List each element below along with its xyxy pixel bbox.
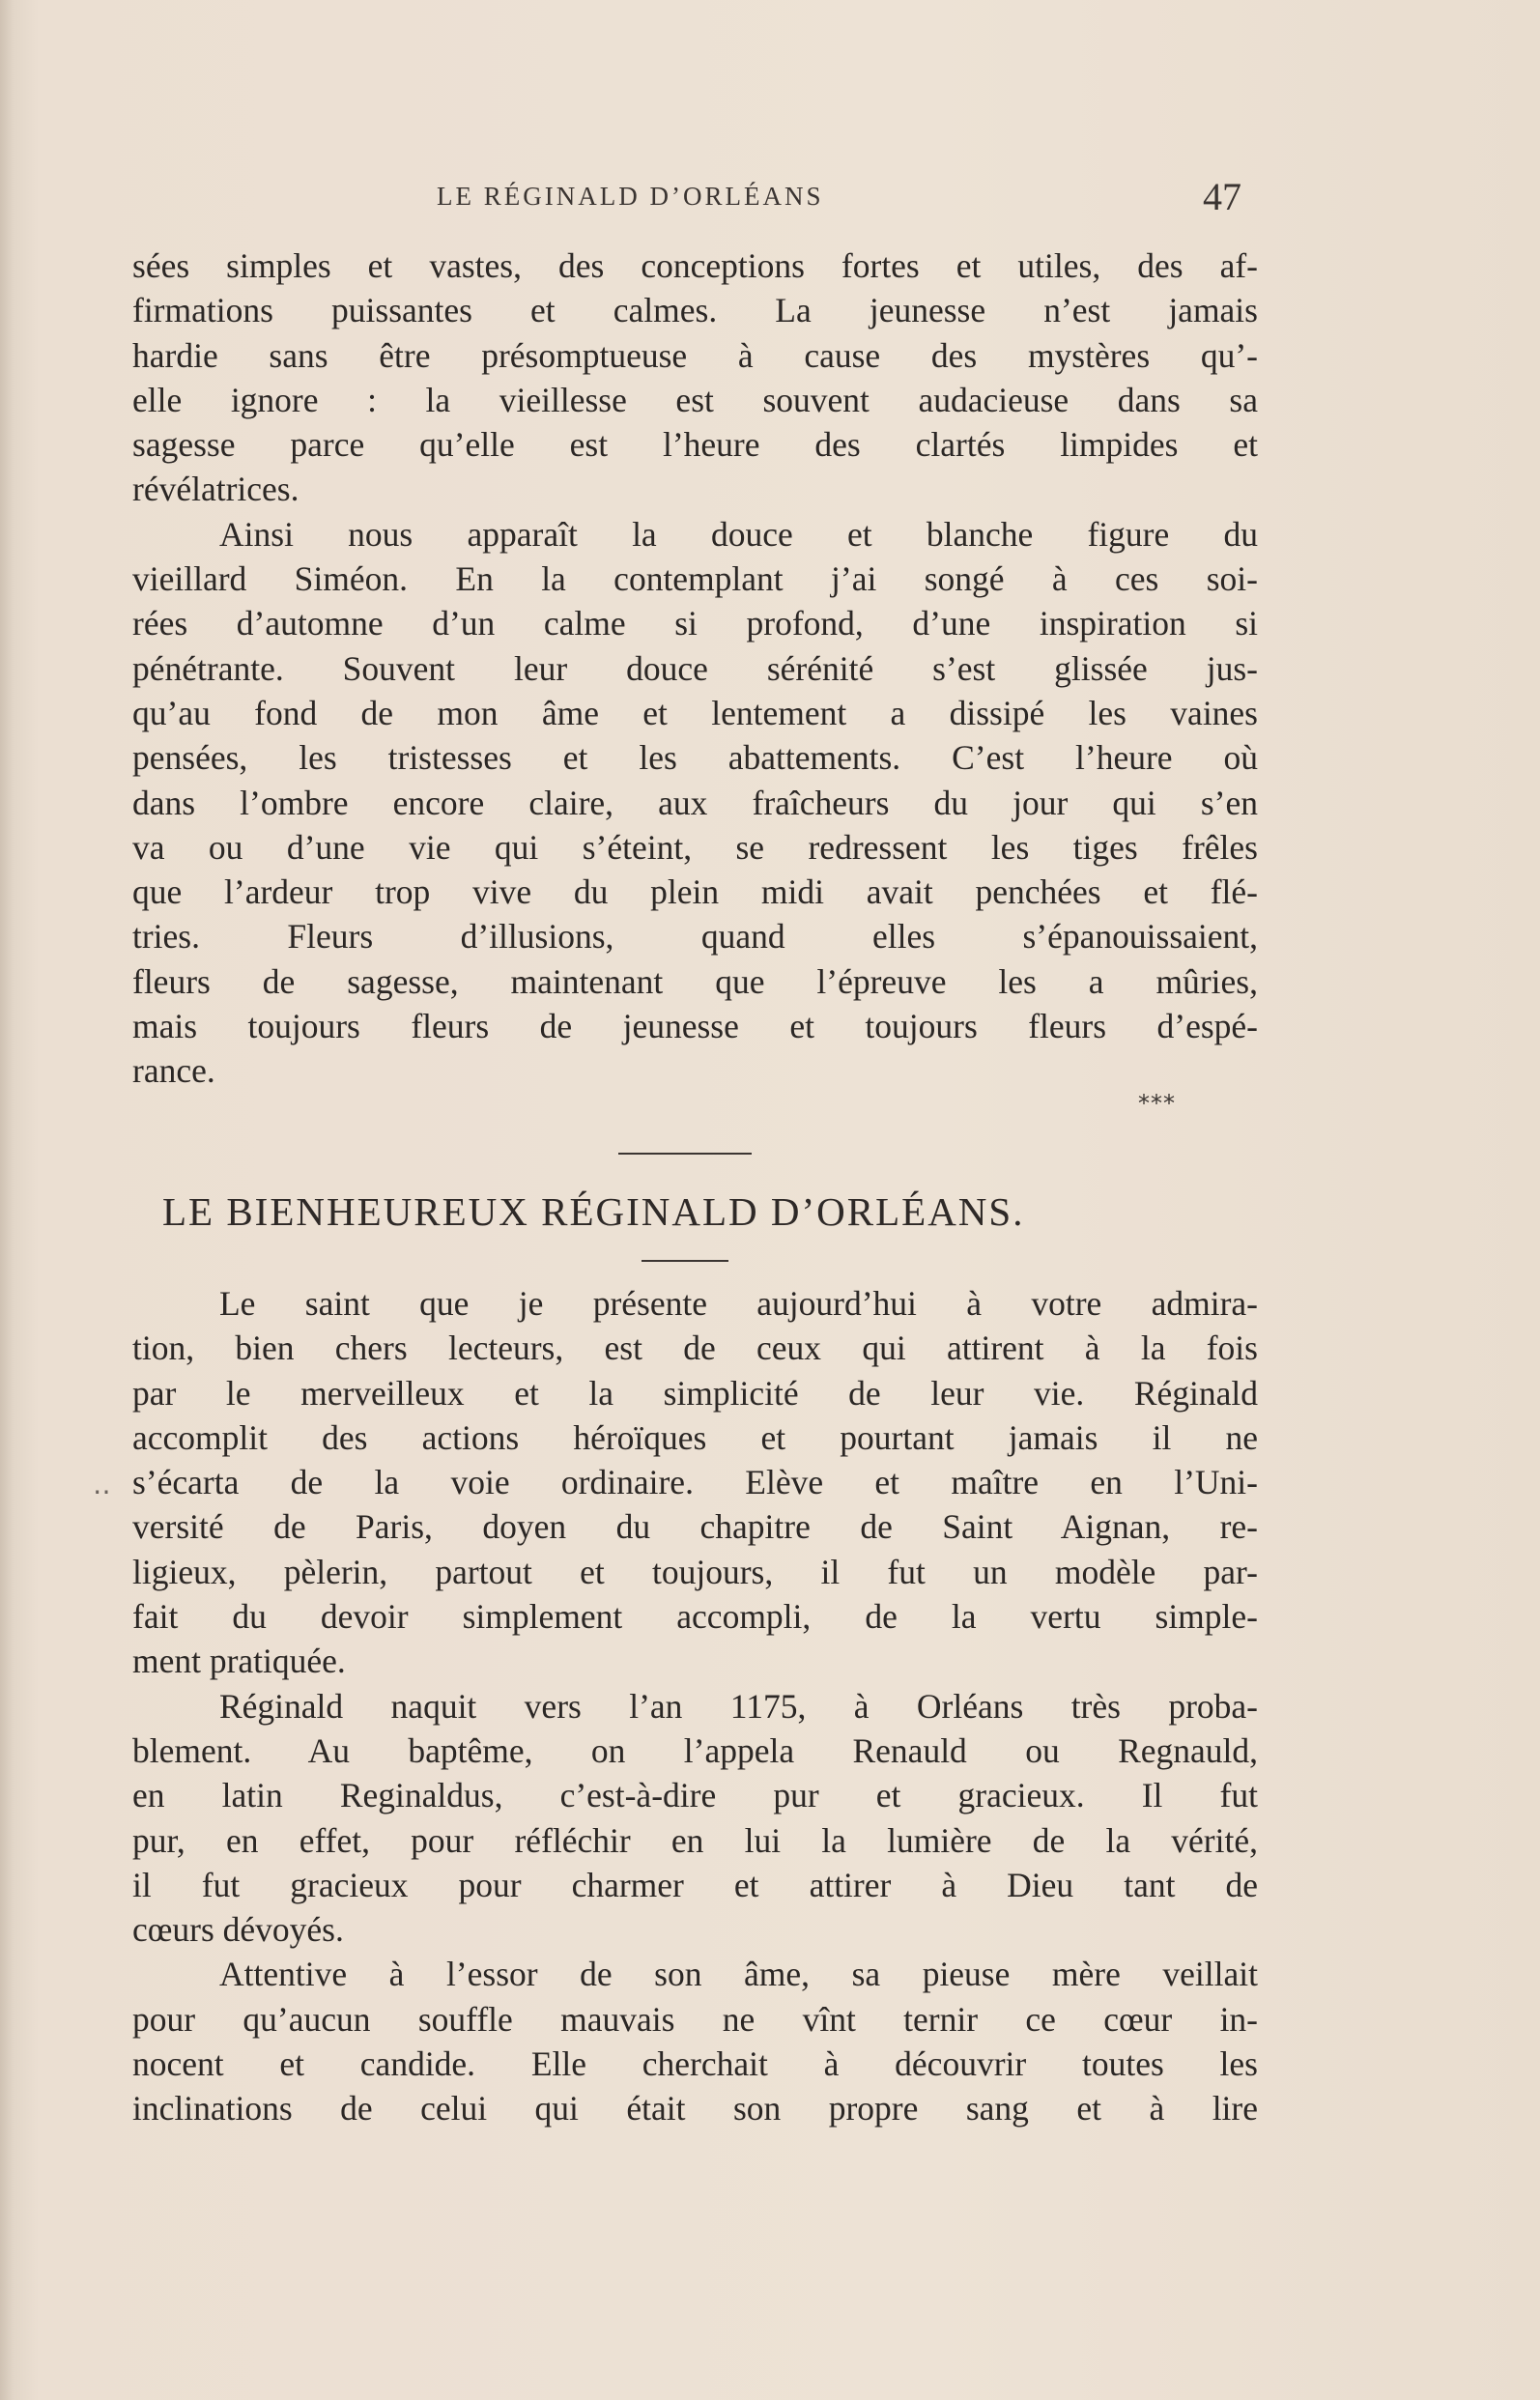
text-line: accomplit des actions héroïques et pourtant jamais il ne (132, 1417, 1258, 1457)
text-line: fait du devoir simplement accompli, de la vertu simple- (132, 1597, 1258, 1637)
paragraph-mother (132, 1952, 1258, 2130)
text-line: firmations puissantes et calmes. La jeunesse n’est jamais (132, 291, 1258, 330)
text-line: qu’au fond de mon âme et lentement a dissipé les vaines (132, 693, 1258, 732)
rule-above-title (618, 1153, 752, 1155)
text-line: Ainsi nous apparaît la douce et blanche figure du (219, 514, 1258, 554)
text-line: vieillard Siméon. En la contemplant j’ai songé à ces soi- (132, 559, 1258, 599)
text-line: inclinations de celui qui était son propre sang et à lire (132, 2089, 1258, 2129)
text-line: ment pratiquée. (132, 1642, 346, 1681)
paragraph-continued (132, 243, 1258, 512)
text-line: en latin Reginaldus, c’est-à-dire pur et gracieux. Il fut (132, 1776, 1258, 1815)
text-line: révélatrices. (132, 470, 299, 509)
paragraph-intro (132, 1281, 1258, 1684)
text-line: tries. Fleurs d’illusions, quand elles s’épanouissaient, (132, 917, 1258, 957)
paragraph-birth (132, 1684, 1258, 1953)
text-line: versité de Paris, doyen du chapitre de Saint Aignan, re- (132, 1507, 1258, 1547)
section-separator-stars: *** (1138, 1090, 1176, 1117)
text-line: que l’ardeur trop vive du plein midi avait penchées et flé- (132, 872, 1258, 912)
chapter-title: LE BIENHEUREUX RÉGINALD D’ORLÉANS. (162, 1189, 1025, 1234)
running-title: LE RÉGINALD D’ORLÉANS (437, 182, 824, 211)
text-line: cœurs dévoyés. (132, 1910, 344, 1950)
text-line: elle ignore : la vieillesse est souvent audacieuse dans sa (132, 380, 1258, 419)
text-line: va ou d’une vie qui s’éteint, se redressent les tiges frêles (132, 827, 1258, 867)
text-line: rées d’automne d’un calme si profond, d’une inspiration si (132, 604, 1258, 643)
text-line: Réginald naquit vers l’an 1175, à Orléans très proba- (219, 1686, 1258, 1726)
text-line: par le merveilleux et la simplicité de leur vie. Réginald (132, 1373, 1258, 1413)
chapter-text-block (132, 1281, 1258, 2131)
text-line: sagesse parce qu’elle est l’heure des clartés limpides et (132, 425, 1258, 465)
text-line: rance. (132, 1051, 215, 1091)
text-line: sées simples et vastes, des conceptions fortes et utiles, des af- (132, 246, 1258, 285)
text-line: nocent et candide. Elle cherchait à découvrir toutes les (132, 2044, 1258, 2084)
page-number: 47 (1203, 175, 1241, 218)
text-line: ligieux, pèlerin, partout et toujours, il fut un modèle par- (132, 1552, 1258, 1591)
text-line: pénétrante. Souvent leur douce sérénité s’est glissée jus- (132, 648, 1258, 688)
text-line: Le saint que je présente aujourd’hui à votre admira- (219, 1284, 1258, 1323)
text-line: pensées, les tristesses et les abattements. C’est l’heure où (132, 738, 1258, 778)
text-line: mais toujours fleurs de jeunesse et toujours fleurs d’espé- (132, 1007, 1258, 1046)
text-line: blement. Au baptême, on l’appela Renauld ou Regnauld, (132, 1730, 1258, 1770)
continued-text-block (132, 243, 1258, 1094)
text-line: dans l’ombre encore claire, aux fraîcheurs du jour qui s’en (132, 783, 1258, 822)
text-line: il fut gracieux pour charmer et attirer à Dieu tant de (132, 1865, 1258, 1904)
text-line: Attentive à l’essor de son âme, sa pieuse mère veillait (219, 1955, 1258, 1994)
paragraph-simeon (132, 512, 1258, 1094)
text-line: tion, bien chers lecteurs, est de ceux qui attirent à la fois (132, 1329, 1258, 1368)
rule-below-title (642, 1260, 728, 1262)
margin-mark: ‥ (93, 1471, 111, 1500)
text-line: s’écarta de la voie ordinaire. Elève et maître en l’Uni- (132, 1463, 1258, 1502)
text-line: pur, en effet, pour réfléchir en lui la lumière de la vérité, (132, 1820, 1258, 1860)
text-line: pour qu’aucun souffle mauvais ne vînt ternir ce cœur in- (132, 1999, 1258, 2039)
text-line: fleurs de sagesse, maintenant que l’épreuve les a mûries, (132, 961, 1258, 1001)
text-line: hardie sans être présomptueuse à cause des mystères qu’- (132, 335, 1258, 375)
